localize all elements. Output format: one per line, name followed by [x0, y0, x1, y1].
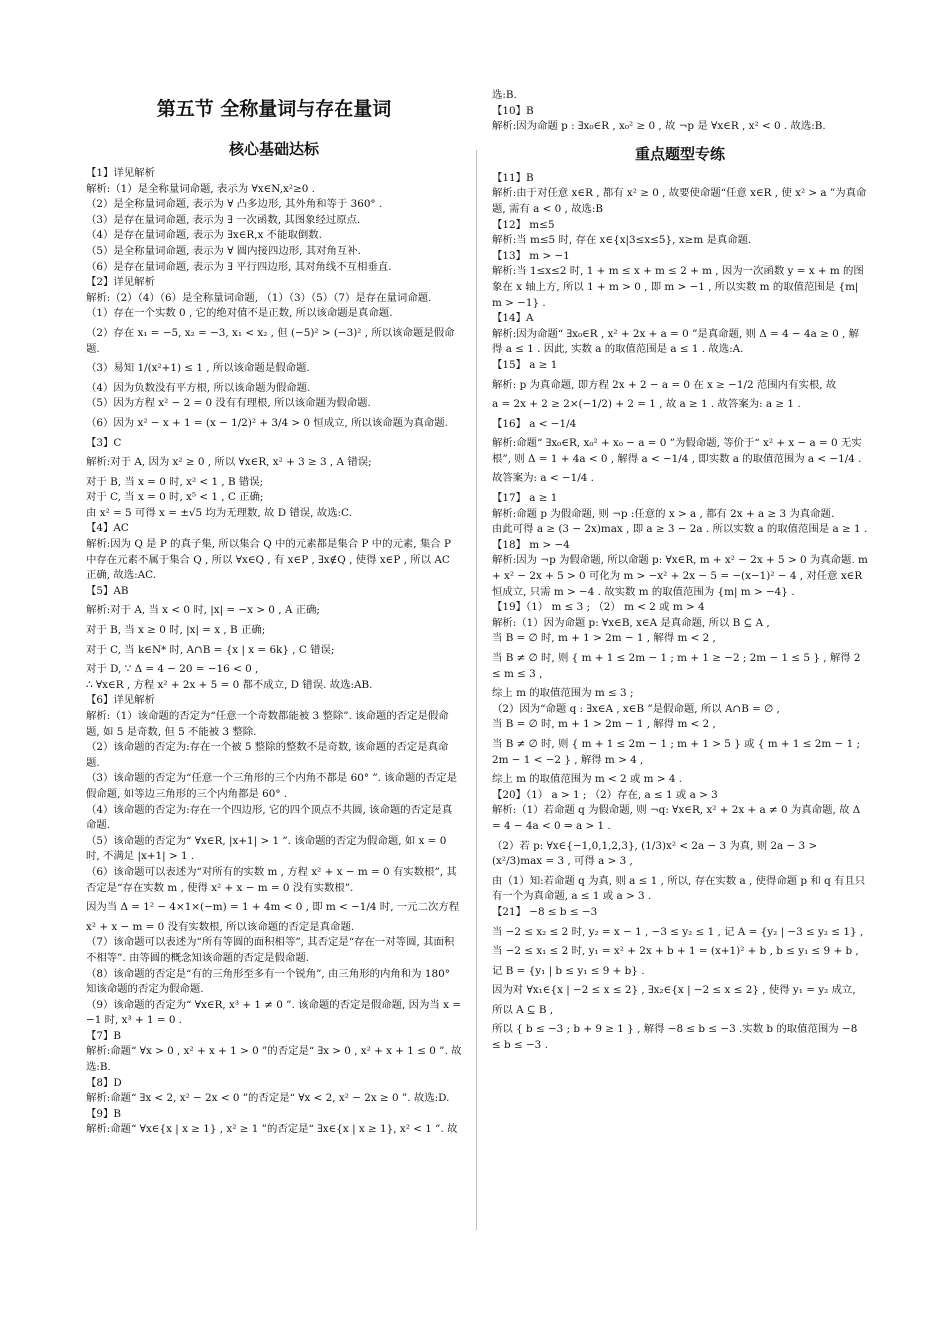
- right-content-top: [492, 88, 868, 135]
- solution-line: （4）是存在量词命题, 表示为 ∃x∈R,x 不能取倒数.: [86, 229, 322, 242]
- solution-line: 对于 B, 当 x ≥ 0 时, |x| = x , B 正确;: [86, 624, 266, 637]
- answer-heading: 【1】详见解析: [86, 167, 155, 179]
- solution-line: 解析:命题“ ∃x < 2, x² − 2x < 0 ”的否定是“ ∀x < 2, x² − 2x ≥ 0 ”. 故选:D.: [86, 1092, 450, 1105]
- solution-line: 对于 C, 当 k∈N* 时, A∩B = {x | x = 6k} , C 错误;: [86, 643, 335, 656]
- solution-line: （9）该命题的否定为“ ∀x∈R, x³ + 1 ≠ 0 ”. 该命题的否定是假命题, 因为当 x = −1 时, x³ + 1 = 0 .: [86, 998, 461, 1027]
- solution-line: 所以 { b ≤ −3 ; b + 9 ≥ 1 } , 解得 −8 ≤ b ≤ −3 .实数 b 的取值范围为 −8 ≤ b ≤ −3 .: [492, 1023, 858, 1052]
- solution-line: （5）该命题的否定为“ ∀x∈R, |x+1| > 1 ”. 该命题的否定为假命题, 如 x = 0 时, 不满足 |x+1| > 1 .: [86, 834, 447, 863]
- solution-line: 解析:（1）若命题 q 为假命题, 则 ¬q: ∀x∈R, x² + 2x + a ≠ 0 为真命题, 故 Δ = 4 − 4a < 0 ⇒ a > 1 .: [492, 804, 861, 832]
- answer-heading: 【14】A: [492, 312, 534, 325]
- answer-heading: 【11】B: [492, 171, 534, 184]
- solution-line: 当 B ≠ ∅ 时, 则 { m + 1 ≤ 2m − 1 ; m + 1 ≥ −2 ; 2m − 1 ≤ 5 } , 解得 2 ≤ m ≤ 3 ,: [492, 652, 861, 680]
- solution-line: 解析:（1）是全称量词命题, 表示为 ∀x∈N,x²≥0 .: [86, 182, 315, 195]
- solution-line: 对于 B, 当 x = 0 时, x² < 1 , B 错误;: [86, 475, 264, 488]
- solution-line: ∴ ∀x∈R , 方程 x² + 2x + 5 = 0 都不成立, D 错误. 故选:AB.: [86, 678, 373, 691]
- solution-line: a = 2x + 2 ≥ 2×(−1/2) + 2 = 1 , 故 a ≥ 1 . 故答案为: a ≥ 1 .: [492, 398, 801, 411]
- solution-line: （3）该命题的否定为“任意一个三角形的三个内角不都是 60° ”. 该命题的否定是假命题, 如等边三角形的三个内角都是 60° .: [86, 772, 457, 800]
- solution-line: （4）该命题的否定为:存在一个四边形, 它的四个顶点不共圆, 该命题的否定是真命题.: [86, 803, 453, 832]
- solution-line: 对于 C, 当 x = 0 时, x⁵ < 1 , C 正确;: [86, 491, 264, 504]
- solution-line: 当 −2 ≤ x₁ ≤ 2 时, y₁ = x² + 2x + b + 1 = (x+1)² + b , b ≤ y₁ ≤ 9 + b ,: [492, 945, 859, 958]
- solution-line: 解析:（2）（4）（6）是全称量词命题, （1）（3）（5）（7）是存在量词命题.: [86, 291, 432, 304]
- solution-line: 解析: p 为真命题, 即方程 2x + 2 − a = 0 在 x ≥ −1/2 范围内有实根, 故: [492, 378, 837, 391]
- solution-line: 解析:因为 ¬p 为假命题, 所以命题 p: ∀x∈R, m + x² − 2x + 5 > 0 为真命题. m + x² − 2x + 5 > 0 可化为 m > −x² + 2x − 5 = −(x−1)² − 4 , 对任意 x∈R 恒成立, 只需 m > −4 . 故实数 m 的取值范围为 {m| m > −4} .: [492, 554, 868, 598]
- solution-line: （3）易知 1/(x²+1) ≤ 1 , 所以该命题是假命题.: [86, 362, 310, 375]
- solution-line: （6）因为 x² − x + 1 = (x − 1/2)² + 3/4 > 0 恒成立, 所以该命题为真命题.: [86, 416, 448, 429]
- answer-heading: 【3】C: [86, 436, 122, 449]
- solution-line: 选:B.: [492, 89, 517, 101]
- solution-line: 所以 A ⊆ B ,: [492, 1003, 554, 1016]
- answer-heading: 【13】 m > −1: [492, 249, 570, 262]
- right-column: [492, 88, 868, 1058]
- solution-line: 由此可得 a ≥ (3 − 2x)max , 即 a ≥ 3 − 2a . 所以实数 a 的取值范围是 a ≥ 1 .: [492, 523, 868, 536]
- solution-line: （2）存在 x₁ = −5, x₂ = −3, x₁ < x₂ , 但 (−5)² > (−3)² , 所以该命题是假命题.: [86, 326, 455, 355]
- solution-line: （3）是存在量词命题, 表示为 ∃ 一次函数, 其图象经过原点.: [86, 213, 361, 226]
- answer-heading: 【7】B: [86, 1029, 122, 1042]
- solution-line: 当 B ≠ ∅ 时, 则 { m + 1 ≤ 2m − 1 ; m + 1 > 5 } 或 { m + 1 ≤ 2m − 1 ; 2m − 1 < −2 } , 解得 m > 4 ,: [492, 737, 860, 766]
- answer-heading: 【17】 a ≥ 1: [492, 492, 558, 505]
- answer-heading: 【21】 −8 ≤ b ≤ −3: [492, 905, 598, 918]
- solution-line: 解析:命题“ ∃x₀∈R, x₀² + x₀ − a = 0 ”为假命题, 等价于“ x² + x − a = 0 无实根”, 则 Δ = 1 + 4a < 0 , 解得 a < −1/4 , 即实数 a 的取值范围为 a < −1/4 .: [492, 437, 862, 465]
- answer-heading: 【9】B: [86, 1107, 122, 1120]
- left-content: [86, 166, 462, 1138]
- solution-line: 解析:对于 A, 当 x < 0 时, |x| = −x > 0 , A 正确;: [86, 604, 320, 617]
- solution-line: （2）因为“命题 q : ∃x∈A , x∈B ”是假命题, 所以 A∩B = ∅ ,: [492, 702, 780, 715]
- solution-line: （2）是全称量词命题, 表示为 ∀ 凸多边形, 其外角和等于 360° .: [86, 198, 383, 211]
- solution-line: 解析:命题“ ∀x∈{x | x ≥ 1} , x² ≥ 1 ”的否定是“ ∃x∈{x | x ≥ 1}, x² < 1 ”. 故: [86, 1123, 458, 1136]
- answer-heading: 【6】详见解析: [86, 694, 155, 707]
- answer-heading: 【2】详见解析: [86, 276, 155, 289]
- answer-heading: 【5】AB: [86, 584, 129, 597]
- solution-line: 解析:命题 p 为假命题, 则 ¬p :任意的 x > a , 都有 2x + a ≥ 3 为真命题.: [492, 507, 835, 520]
- solution-line: 因为当 Δ = 1² − 4×1×(−m) = 1 + 4m < 0 , 即 m < −1/4 时, 一元二次方程: [86, 901, 460, 914]
- subsection-title-core: 核心基础达标: [228, 140, 319, 158]
- column-divider: [476, 150, 477, 1230]
- answer-heading: 【4】AC: [86, 522, 129, 535]
- answer-heading: 【20】（1） a > 1 ; （2）存在, a ≤ 1 或 a > 3: [492, 788, 718, 801]
- solution-line: 对于 D, ∵ Δ = 4 − 20 = −16 < 0 ,: [86, 663, 259, 676]
- solution-line: （6）是存在量词命题, 表示为 ∃ 平行四边形, 其对角线不互相垂直.: [86, 260, 392, 273]
- solution-line: x² + x − m = 0 没有实数根, 所以该命题的否定是真命题.: [86, 920, 355, 933]
- solution-line: 由 x² = 5 可得 x = ±√5 均为无理数, 故 D 错误, 故选:C.: [86, 506, 352, 519]
- solution-line: 记 B = {y₁ | b ≤ y₁ ≤ 9 + b} .: [492, 964, 645, 977]
- solution-line: 解析:因为命题 p : ∃x₀∈R , x₀² ≥ 0 , 故 ¬p 是 ∀x∈R , x² < 0 . 故选:B.: [492, 120, 826, 133]
- solution-line: 当 −2 ≤ x₂ ≤ 2 时, y₂ = x − 1 , −3 ≤ y₂ ≤ 1 , 记 A = {y₂ | −3 ≤ y₂ ≤ 1} ,: [492, 925, 864, 938]
- solution-line: 解析:命题“ ∀x > 0 , x² + x + 1 > 0 ”的否定是“ ∃x > 0 , x² + x + 1 ≤ 0 ”. 故选:B.: [86, 1045, 462, 1074]
- solution-line: （2）该命题的否定为:存在一个被 5 整除的整数不是奇数, 该命题的否定是真命题.: [86, 741, 449, 769]
- answer-heading: 【19】（1） m ≤ 3 ; （2） m < 2 或 m > 4: [492, 601, 705, 614]
- solution-line: 综上 m 的取值范围为 m < 2 或 m > 4 .: [492, 773, 683, 786]
- solution-line: 因为对 ∀x₁∈{x | −2 ≤ x ≤ 2} , ∃x₂∈{x | −2 ≤ x ≤ 2} , 使得 y₁ = y₂ 成立,: [492, 984, 856, 997]
- solution-line: 解析:（1）因为命题 p: ∀x∈B, x∈A 是真命题, 所以 B ⊆ A ,: [492, 616, 770, 629]
- solution-line: （7）该命题可以表述为“所有等圆的面积相等”, 其否定是“存在一对等圆, 其面积不相等”. 由等圆的概念知该命题的否定是假命题.: [86, 936, 455, 964]
- solution-line: 故答案为: a < −1/4 .: [492, 472, 594, 485]
- solution-line: 当 B = ∅ 时, m + 1 > 2m − 1 , 解得 m < 2 ,: [492, 632, 716, 645]
- solution-line: （2）若 p: ∀x∈{−1,0,1,2,3}, (1/3)x² < 2a − 3 为真, 则 2a − 3 > (x²/3)max = 3 , 可得 a > 3 ,: [492, 839, 818, 868]
- answer-heading: 【8】D: [86, 1076, 122, 1089]
- section-title: 第五节 全称量词与存在量词: [156, 98, 392, 120]
- left-column: [86, 88, 462, 1138]
- solution-line: 解析:当 1≤x≤2 时, 1 + m ≤ x + m ≤ 2 + m , 因为一次函数 y = x + m 的图象在 x 轴上方, 所以 1 + m > 0 , 即 m > −1 , 所以实数 m 的取值范围是 {m| m > −1} .: [492, 265, 864, 309]
- solution-line: （5）是全称量词命题, 表示为 ∀ 圆内接四边形, 其对角互补.: [86, 244, 361, 257]
- answer-heading: 【16】 a < −1/4: [492, 417, 577, 430]
- solution-line: （5）因为方程 x² − 2 = 0 没有有理根, 所以该命题为假命题.: [86, 397, 371, 410]
- solution-line: 解析:由于对任意 x∈R , 都有 x² ≥ 0 , 故要使命题“任意 x∈R , 使 x² > a ”为真命题, 需有 a < 0 , 故选:B: [492, 187, 867, 215]
- solution-line: 解析:（1）该命题的否定为“任意一个奇数都能被 3 整除”. 该命题的否定是假命题, 如 5 是奇数, 但 5 不能被 3 整除.: [86, 710, 449, 738]
- subsection-title-key: 重点题型专练: [634, 144, 725, 163]
- answer-heading: 【10】B: [492, 104, 534, 117]
- solution-line: 解析:当 m≤5 时, 存在 x∈{x|3≤x≤5}, x≥m 是真命题.: [492, 234, 752, 247]
- right-content: [492, 171, 868, 1054]
- answer-heading: 【15】 a ≥ 1: [492, 358, 558, 371]
- solution-line: 当 B = ∅ 时, m + 1 > 2m − 1 , 解得 m < 2 ,: [492, 718, 716, 731]
- answer-heading: 【18】 m > −4: [492, 538, 570, 551]
- answer-heading: 【12】 m≤5: [492, 218, 555, 231]
- solution-line: 解析:因为命题“ ∃x₀∈R , x² + 2x + a = 0 ”是真命题, 则 Δ = 4 − 4a ≥ 0 , 解得 a ≤ 1 . 因此, 实数 a 的取值范围是 a ≤ 1 . 故选:A.: [492, 327, 860, 356]
- solution-line: 由（1）知:若命题 q 为真, 则 a ≤ 1 , 所以, 存在实数 a , 使得命题 p 和 q 有且只有一个为真命题, a ≤ 1 或 a > 3 .: [492, 874, 866, 903]
- solution-line: 综上 m 的取值范围为 m ≤ 3 ;: [492, 687, 634, 700]
- solution-line: 解析:对于 A, 因为 x² ≥ 0 , 所以 ∀x∈R, x² + 3 ≥ 3 , A 错误;: [86, 456, 372, 469]
- solution-line: （4）因为负数没有平方根, 所以该命题为假命题.: [86, 381, 311, 394]
- solution-line: （6）该命题可以表述为“对所有的实数 m , 方程 x² + x − m = 0 有实数根”, 其否定是“存在实数 m , 使得 x² + x − m = 0 没有实数根”.: [86, 865, 457, 894]
- solution-line: 解析:因为 Q 是 P 的真子集, 所以集合 Q 中的元素都是集合 P 中的元素, 集合 P 中存在元素不属于集合 Q , 所以 ∀x∈Q , 有 x∈P , ∃x∉Q , 使得 x∈P , 所以 AC 正确, 故选:AC.: [86, 538, 451, 582]
- solution-line: （8）该命题的否定是“有的三角形至多有一个锐角”, 由三角形的内角和为 180° 知该命题的否定为假命题.: [86, 967, 450, 996]
- solution-line: （1）存在一个实数 0 , 它的绝对值不是正数, 所以该命题是真命题.: [86, 307, 393, 320]
